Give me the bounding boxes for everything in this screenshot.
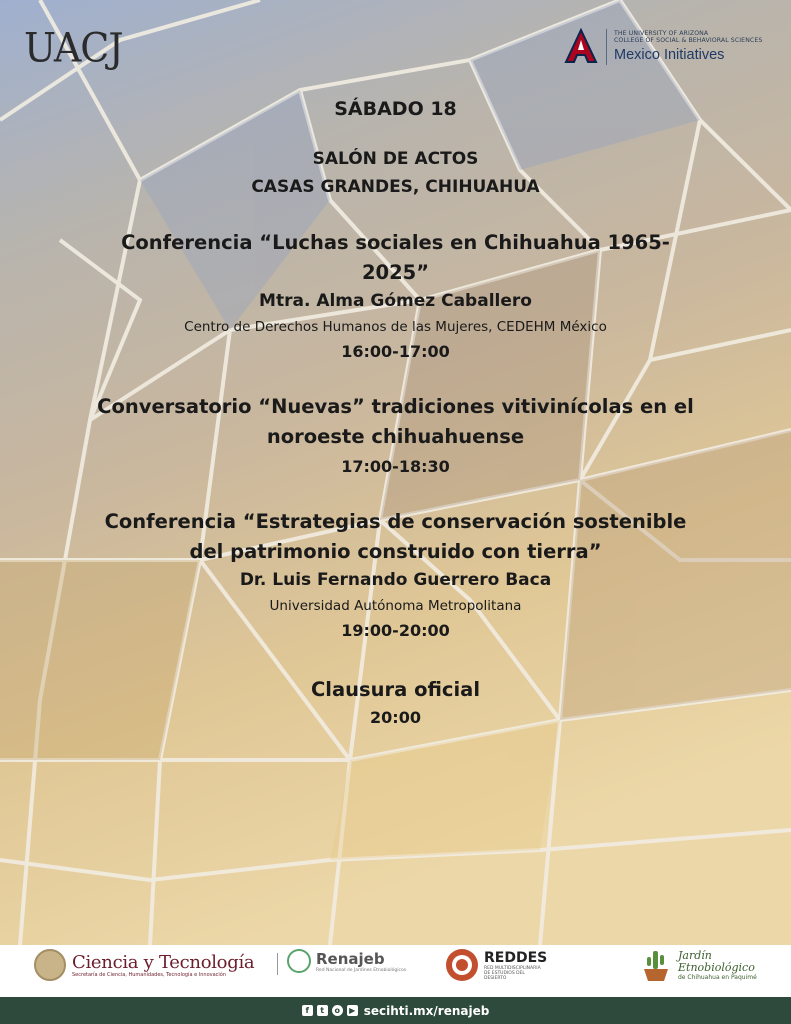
event-1-speaker: Mtra. Alma Gómez Caballero	[259, 291, 532, 311]
jardin-title-2: Etnobiológico	[678, 960, 755, 974]
event-1-title-line1: Conferencia “Luchas sociales en Chihuahua 1965-	[121, 231, 670, 254]
ua-line1: THE UNIVERSITY OF ARIZONA	[614, 30, 709, 37]
renajeb-subtitle: Red Nacional de Jardines Etnobiológicos	[316, 967, 407, 973]
renajeb-leaf-icon	[287, 949, 311, 973]
arizona-a-icon	[562, 28, 600, 66]
jardin-subtitle: de Chihuahua en Paquimé	[678, 973, 757, 981]
ua-mexico-initiatives: Mexico Initiatives	[614, 47, 725, 63]
social-bar	[0, 997, 791, 1024]
event-4-time: 20:00	[370, 708, 421, 727]
reddes-sub-2: DE ESTUDIOS DEL	[484, 970, 525, 976]
event-3-title-line2: del patrimonio construido con tierra”	[189, 540, 602, 563]
sponsor-logos	[0, 945, 791, 997]
day-heading: SÁBADO 18	[334, 98, 457, 120]
logo-separator	[277, 953, 278, 975]
jardin-title-1: Jardín	[678, 948, 712, 962]
event-2-time: 17:00-18:30	[341, 457, 450, 476]
event-4-title: Clausura oficial	[310, 678, 481, 701]
reddes-sub-1: RED MULTIDISCIPLINARIA	[484, 965, 541, 971]
cyt-subtitle: Secretaría de Ciencia, Humanidades, Tecnología e Innovación	[72, 972, 227, 978]
website-link[interactable]: secihti.mx/renajeb	[363, 1003, 490, 1018]
ciencia-tecnologia-logo	[34, 949, 254, 981]
event-1-title-line2: 2025”	[361, 261, 430, 284]
renajeb-logo	[287, 949, 406, 973]
event-1-institution: Centro de Derechos Humanos de las Mujeres, CEDEHM México	[184, 319, 607, 335]
twitter-icon[interactable]: t	[317, 1005, 328, 1016]
event-3-title-line1: Conferencia “Estrategias de conservación sostenible	[104, 510, 687, 533]
reddes-logo	[444, 947, 547, 983]
cyt-title: Ciencia y Tecnología	[72, 952, 255, 973]
event-1-time: 16:00-17:00	[341, 342, 450, 361]
event-2-title-line2: noroeste chihuahuense	[266, 425, 525, 448]
reddes-sub-3: DESIERTO	[484, 975, 507, 981]
logo-divider	[606, 29, 607, 65]
ua-line2: COLLEGE OF SOCIAL & BEHAVIORAL SCIENCES	[614, 37, 763, 44]
reddes-title: REDDES	[484, 949, 548, 966]
venue-line2: CASAS GRANDES, CHIHUAHUA	[251, 177, 540, 197]
jardin-etnobiologico-logo	[640, 947, 757, 983]
venue-line1: SALÓN DE ACTOS	[312, 149, 479, 169]
university-of-arizona-logo	[562, 28, 762, 66]
event-2-title-line1: Conversatorio “Nuevas” tradiciones vitivinícolas en el	[97, 395, 694, 418]
renajeb-title: Renajeb	[316, 949, 385, 968]
reddes-emblem-icon	[444, 947, 480, 983]
mexico-seal-icon	[34, 949, 66, 981]
cactus-pot-icon	[640, 947, 672, 983]
event-3-time: 19:00-20:00	[341, 621, 450, 640]
youtube-icon[interactable]: ▶	[347, 1005, 358, 1016]
event-3-institution: Universidad Autónoma Metropolitana	[269, 598, 522, 614]
event-3-speaker: Dr. Luis Fernando Guerrero Baca	[239, 570, 552, 590]
uacj-logo: UACJ	[24, 24, 123, 72]
facebook-icon[interactable]: f	[302, 1005, 313, 1016]
instagram-icon[interactable]: o	[332, 1005, 343, 1016]
